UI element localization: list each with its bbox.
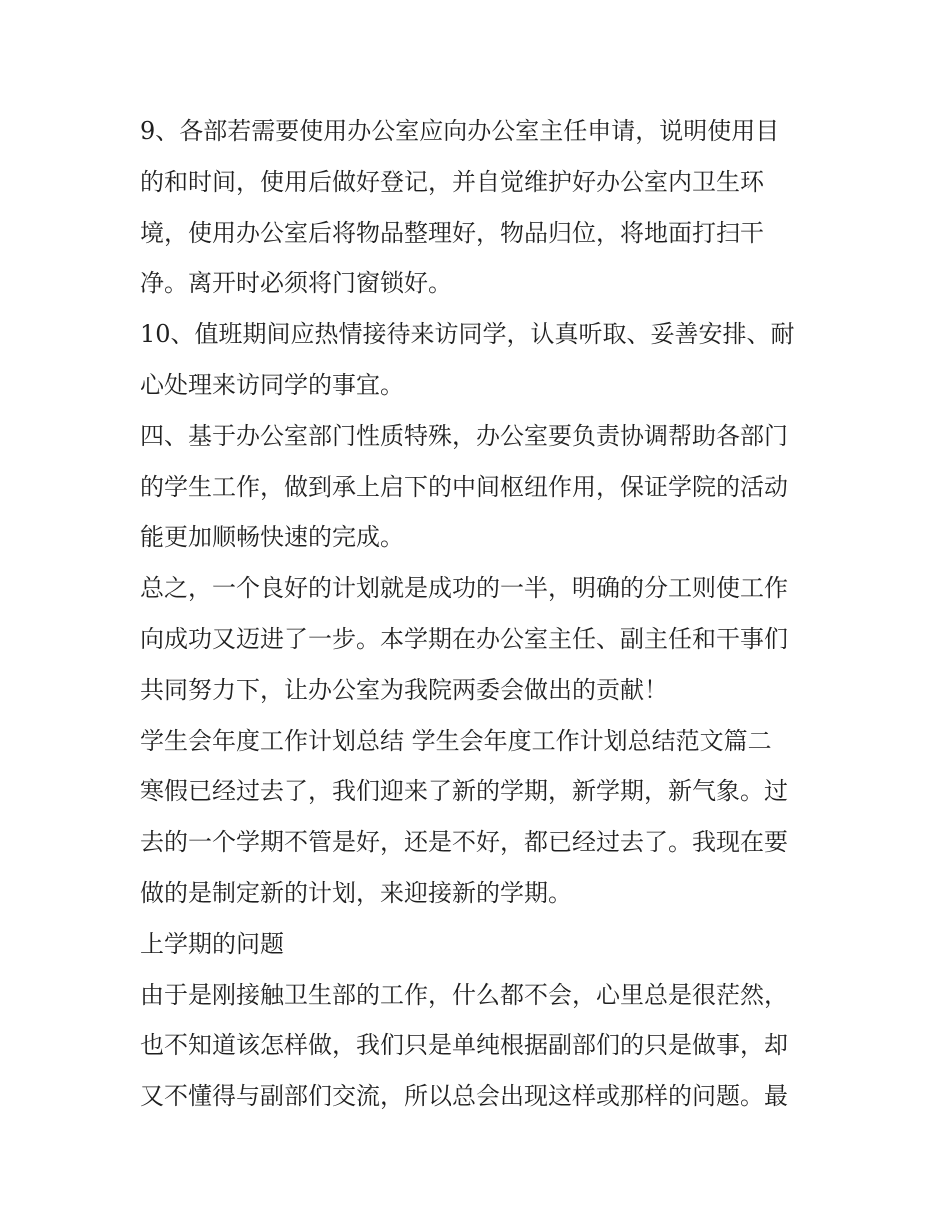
text-line: 做的是制定新的计划，来迎接新的学期。 — [140, 878, 572, 907]
text-line: 又不懂得与副部们交流，所以总会出现这样或那样的问题。最 — [140, 1082, 788, 1111]
text-line: 由于是刚接触卫生部的工作，什么都不会，心里总是很茫然， — [140, 980, 788, 1009]
text-line: 的学生工作，做到承上启下的中间枢纽作用，保证学院的活动 — [140, 472, 788, 501]
text-line: 9、各部若需要使用办公室应向办公室主任申请，说明使用目 — [140, 117, 780, 145]
text-line: 向成功又迈进了一步。本学期在办公室主任、副主任和干事们 — [140, 624, 788, 653]
subheading: 上学期的问题 — [140, 929, 284, 958]
text-line: 净。离开时必须将门窗锁好。 — [140, 269, 452, 298]
text-line: 去的一个学期不管是好，还是不好，都已经过去了。我现在要 — [140, 828, 788, 857]
text-line: 10、值班期间应热情接待来访同学，认真听取、妥善安排、耐 — [140, 320, 795, 349]
text-line: 也不知道该怎样做，我们只是单纯根据副部们的只是做事，却 — [140, 1031, 788, 1060]
text-line: 寒假已经过去了，我们迎来了新的学期，新学期，新气象。过 — [140, 777, 788, 806]
text-line: 心处理来访同学的事宜。 — [140, 370, 404, 399]
text-line: 总之，一个良好的计划就是成功的一半，明确的分工则使工作 — [140, 574, 788, 603]
text-line: 共同努力下，让办公室为我院两委会做出的贡献！ — [140, 675, 668, 704]
section-title: 学生会年度工作计划总结 学生会年度工作计划总结范文篇二 — [140, 726, 772, 755]
text-line: 境，使用办公室后将物品整理好，物品归位，将地面打扫干 — [140, 218, 764, 247]
text-line: 四、基于办公室部门性质特殊，办公室要负责协调帮助各部门 — [140, 421, 788, 450]
document-body — [140, 106, 820, 1122]
text-line: 能更加顺畅快速的完成。 — [140, 523, 404, 552]
text-line: 的和时间，使用后做好登记，并自觉维护好办公室内卫生环 — [140, 167, 764, 196]
